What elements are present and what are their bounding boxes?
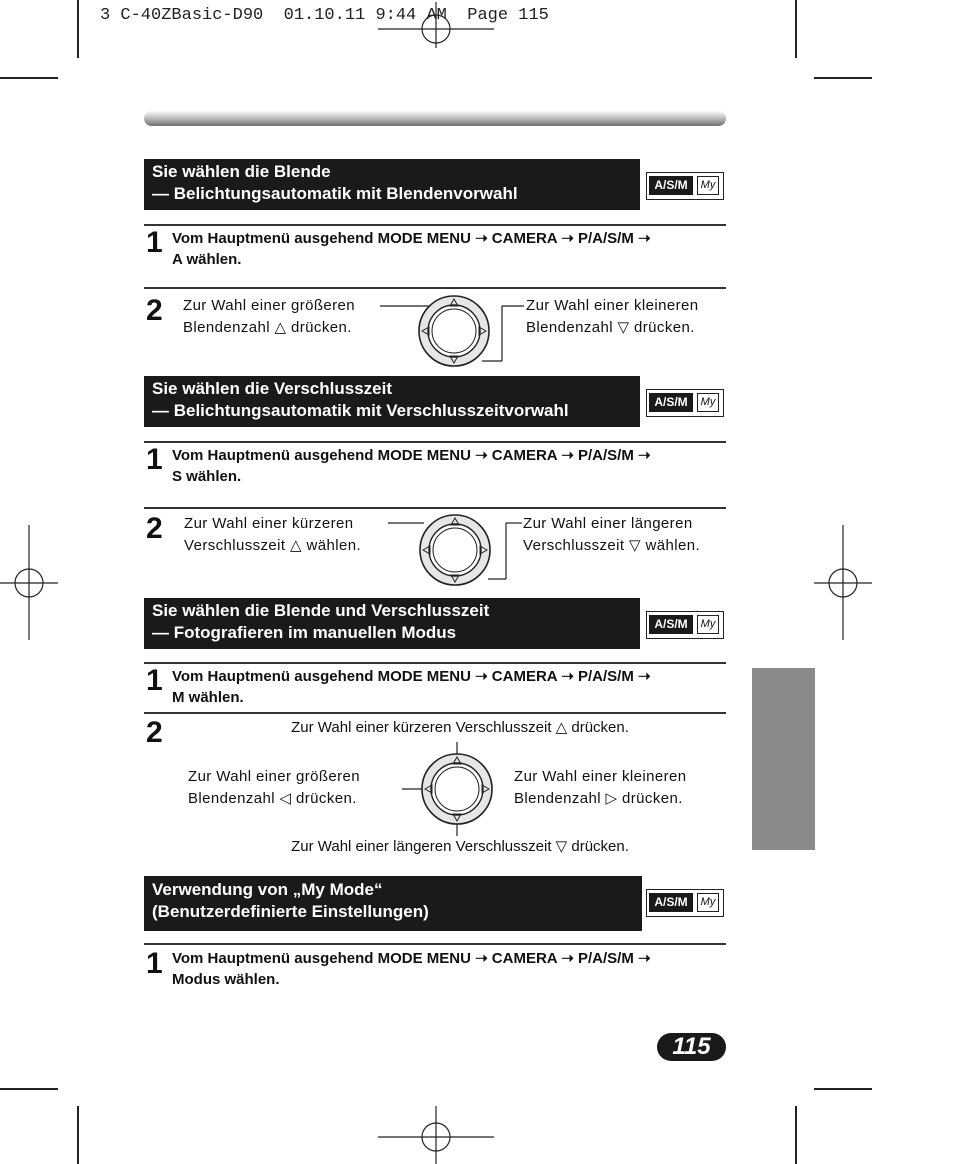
mode-badge	[646, 172, 724, 200]
step-divider	[144, 287, 726, 289]
section-heading	[144, 598, 640, 649]
step-line: S wählen.	[172, 468, 242, 485]
crop-mark	[0, 1088, 58, 1090]
step-line: M wählen.	[172, 689, 244, 706]
section-heading	[144, 876, 642, 931]
step-line: Vom Hauptmenü ausgehend MODE MENU ➝ CAMERA ➝ P/A/S/M ➝	[172, 230, 651, 247]
section-title: Sie wählen die Verschlusszeit	[152, 379, 392, 398]
step-number: 1	[146, 443, 163, 476]
step-divider	[144, 441, 726, 443]
instruction-line: Zur Wahl einer längeren	[523, 515, 693, 532]
arrow-pad-icon	[400, 740, 510, 840]
mode-badge	[646, 889, 724, 917]
asm-mode-icon: A/S/M	[649, 893, 693, 912]
crop-mark	[795, 1106, 797, 1164]
step-instruction	[172, 445, 727, 487]
section-subtitle: — Fotografieren im manuellen Modus	[152, 623, 457, 642]
instruction-line: Zur Wahl einer kleineren	[514, 768, 687, 785]
step-instruction	[172, 666, 727, 708]
instruction-right	[523, 513, 700, 557]
step-number: 1	[146, 226, 163, 259]
instruction-line: Blendenzahl △ drücken.	[183, 319, 352, 336]
instruction-right	[526, 295, 698, 339]
step-line: A wählen.	[172, 251, 242, 268]
section-title: Sie wählen die Blende	[152, 162, 331, 181]
instruction-line: Verschlusszeit ▽ wählen.	[523, 537, 701, 554]
instruction-line: Verschlusszeit △ wählen.	[184, 537, 362, 554]
registration-target-icon	[814, 525, 872, 640]
section-heading	[144, 159, 640, 210]
instruction-left	[184, 513, 361, 557]
step-line: Vom Hauptmenü ausgehend MODE MENU ➝ CAMERA ➝ P/A/S/M ➝	[172, 447, 651, 464]
crop-mark	[795, 0, 797, 58]
section-title: Verwendung von „My Mode“	[152, 880, 383, 899]
section-subtitle: — Belichtungsautomatik mit Blendenvorwahl	[152, 184, 518, 203]
registration-target-icon	[378, 2, 494, 48]
instruction-line: Zur Wahl einer kürzeren	[184, 515, 354, 532]
registration-target-icon	[378, 1106, 494, 1164]
step-divider	[144, 507, 726, 509]
instruction-top: Zur Wahl einer kürzeren Verschlusszeit △ drücken.	[291, 719, 629, 736]
instruction-right	[514, 766, 686, 810]
step-divider	[144, 943, 726, 945]
step-instruction	[172, 228, 727, 270]
instruction-line: Blendenzahl ◁ drücken.	[188, 790, 357, 807]
step-number: 2	[146, 716, 163, 749]
step-line: Modus wählen.	[172, 971, 280, 988]
my-mode-icon: My	[697, 393, 719, 412]
instruction-left	[183, 295, 355, 339]
asm-mode-icon: A/S/M	[649, 393, 693, 412]
crop-mark	[0, 77, 58, 79]
instruction-left	[188, 766, 360, 810]
step-divider	[144, 224, 726, 226]
step-divider	[144, 712, 726, 714]
step-number: 1	[146, 947, 163, 980]
asm-mode-icon: A/S/M	[649, 615, 693, 634]
arrow-pad-icon	[372, 292, 532, 372]
my-mode-icon: My	[697, 615, 719, 634]
section-heading	[144, 376, 640, 427]
section-subtitle: (Benutzerdefinierte Einstellungen)	[152, 902, 429, 921]
step-number: 2	[146, 512, 163, 545]
crop-mark	[77, 0, 79, 58]
crop-mark	[77, 1106, 79, 1164]
step-divider	[144, 662, 726, 664]
registration-target-icon	[0, 525, 58, 640]
step-number: 1	[146, 664, 163, 697]
print-slug: 3 C-40ZBasic-D90 01.10.11 9:44 AM Page 115	[100, 6, 549, 25]
instruction-line: Zur Wahl einer kleineren	[526, 297, 699, 314]
chapter-tab	[752, 668, 815, 850]
my-mode-icon: My	[697, 893, 719, 912]
section-subtitle: — Belichtungsautomatik mit Verschlusszeitvorwahl	[152, 401, 569, 420]
step-instruction	[172, 948, 727, 990]
crop-mark	[814, 1088, 872, 1090]
instruction-line: Blendenzahl ▷ drücken.	[514, 790, 683, 807]
mode-badge	[646, 611, 724, 639]
instruction-line: Blendenzahl ▽ drücken.	[526, 319, 695, 336]
arrow-pad-icon	[388, 510, 528, 590]
mode-badge	[646, 389, 724, 417]
page-number: 115	[657, 1033, 726, 1061]
header-bar	[144, 111, 726, 126]
instruction-bottom: Zur Wahl einer längeren Verschlusszeit ▽ drücken.	[291, 838, 629, 855]
instruction-line: Zur Wahl einer größeren	[183, 297, 356, 314]
my-mode-icon: My	[697, 176, 719, 195]
step-line: Vom Hauptmenü ausgehend MODE MENU ➝ CAMERA ➝ P/A/S/M ➝	[172, 950, 651, 967]
section-title: Sie wählen die Blende und Verschlusszeit	[152, 601, 490, 620]
crop-mark	[814, 77, 872, 79]
step-number: 2	[146, 294, 163, 327]
instruction-line: Zur Wahl einer größeren	[188, 768, 361, 785]
step-line: Vom Hauptmenü ausgehend MODE MENU ➝ CAMERA ➝ P/A/S/M ➝	[172, 668, 651, 685]
asm-mode-icon: A/S/M	[649, 176, 693, 195]
